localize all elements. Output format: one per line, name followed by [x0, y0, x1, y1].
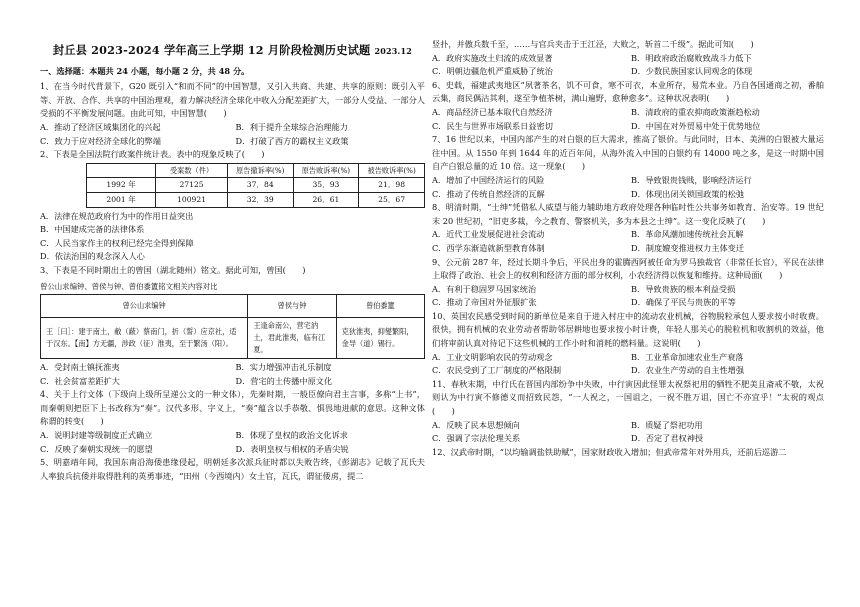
table-cell: 1992 年 — [87, 178, 156, 193]
question-4-option-d[interactable]: D．表明皇权与相权的矛盾尖锐 — [235, 443, 349, 454]
table-cell: 克狄淮夷，抑燮繁阳，金导（道）锡行。 — [336, 318, 424, 359]
question-6-option-d[interactable]: D．中国在对外贸易中处于优势地位 — [631, 120, 761, 131]
question-6-option-c[interactable]: C．民生与世界市场联系日益密切 — [432, 120, 553, 131]
table-row — [87, 178, 425, 193]
question-8-option-c[interactable]: C．西学东渐造就新型教育体制 — [432, 242, 545, 253]
question-11-stem: 11、春秋末期，中行氏在晋国内部纷争中失败，中行寅因此怪罪太祝祭祀用的牺牲不肥美且斋戒不敬，太祝则认为中行寅不修德义而招致民怨，“一人祝之，一国诅之，一祝不胜万诅，国亡不亦宜乎！”太祝的观点( ) — [432, 378, 824, 417]
question-10-option-a[interactable]: A．工业文明影响农民的劳动观念 — [432, 351, 553, 362]
right-column — [432, 38, 824, 607]
question-11-option-a[interactable]: A．反映了民本思想倾向 — [432, 419, 520, 430]
exam-title-text: 封丘县 2023-2024 学年高三上学期 12 月阶段检测历史试题 — [52, 43, 371, 57]
table-row — [41, 318, 425, 359]
question-5-stem: 5、明嘉靖年间，我国东南沿海倭患缘侵起，明朝廷多次派兵征时都以失败告终，《彭湖志》记载了瓦氏夫人率狼兵抗倭并取得胜利的英勇事迹，“田州（今西境内）女土官，瓦氏，谓征倭虏，提二 — [40, 457, 425, 481]
question-7-stem: 7、16 世纪以来，中国内部产生的对白银的巨大需求，推高了银价。与此同时，日本、美洲的白银被大量运往中国。从 1550 年到 1644 年的近百年间，从海外流入中国的白银约有 14000 吨之多，是这一时期中国自产白银总量的近 10 倍。这一现象( ) — [432, 134, 824, 172]
question-8-option-b[interactable]: B．革命风潮加速传统社会瓦解 — [631, 229, 744, 240]
table-header-cell: 原告撤诉率(%) — [227, 163, 293, 178]
question-1-option-a[interactable]: A．推动了经济区域集团化的兴起 — [40, 121, 161, 132]
question-2-stem: 2、下表是全国法院行政案件统计表。表中的现象反映了( ) — [40, 149, 265, 160]
question-8-options — [432, 228, 824, 255]
question-4-option-b[interactable]: B．体现了皇权的政治文化诉求 — [235, 430, 348, 441]
inscription-table — [40, 294, 425, 359]
court-cases-table — [86, 163, 425, 208]
question-4-options — [40, 429, 425, 456]
question-6-option-a[interactable]: A．商品经济已基本取代自然经济 — [432, 106, 553, 117]
question-2-option-b[interactable]: B．中国建成完备的法律体系 — [40, 224, 145, 235]
question-11-option-b[interactable]: B．质疑了祭祀功用 — [631, 419, 703, 430]
exam-title — [40, 44, 425, 59]
table-header-cell: 被告败诉率(%) — [359, 163, 425, 178]
question-5-option-d[interactable]: D．少数民族国家认同观念的体现 — [631, 66, 753, 77]
question-7-option-a[interactable]: A．增加了中国经济运行的风险 — [432, 174, 545, 185]
table-cell: 37．84 — [227, 178, 293, 193]
question-5-option-b[interactable]: B．明政府政治腐败致战斗力低下 — [631, 52, 752, 63]
table-header-cell — [87, 163, 156, 178]
question-11-options — [432, 419, 824, 446]
table-cell: 25．67 — [359, 192, 425, 207]
question-11-option-c[interactable]: C．强调了宗法伦理关系 — [432, 433, 521, 444]
question-8-stem: 8、明清时期，“士绅”凭借私人威望与能力辅助地方政府处理各种临时性公共事务如教育、治安等。19 世纪末 20 世纪初，“旧吏多裁，今之教育、警察机关，多为本县之士绅”。这一变化反映了( ) — [432, 202, 824, 226]
table-cell: 26．61 — [293, 192, 359, 207]
question-1-option-d[interactable]: D．打破了西方的霸权主义政策 — [235, 135, 349, 146]
question-7-option-c[interactable]: C．推动了传统自然经济的瓦解 — [432, 188, 545, 199]
question-2-options — [40, 210, 425, 264]
question-3-options — [40, 361, 425, 388]
question-10-options — [432, 351, 824, 378]
question-10-option-c[interactable]: C．农民受到了工厂制度的严格限制 — [432, 365, 562, 376]
question-1-option-b[interactable]: B．利于提升全球综合治理能力 — [235, 121, 348, 132]
table-header-cell: 受案数（件） — [156, 163, 228, 178]
table-cell: 2001 年 — [87, 192, 156, 207]
question-11-option-d[interactable]: D．否定了君权神授 — [631, 433, 704, 444]
question-6-option-b[interactable]: B．清政府的重农抑商政策渐趋松动 — [631, 106, 760, 117]
question-9-stem: 9、公元前 287 年，经过长期斗争后，平民出身的霍腾西阿被任命为罗马独裁官（非常任长官），平民在法律上取得了政治、社会上的权利和经济方面的部分权利，小农经济得以恢复和维持。这种局面( ) — [432, 256, 824, 281]
table-cell: 27125 — [156, 178, 228, 193]
inscription-table-caption: 曾公山求编钟、曾侯与钟、曾伯黍簠铭文相关内容对比 — [40, 281, 218, 291]
left-column — [40, 30, 425, 607]
question-3-option-a[interactable]: A．受封南土镇抚淮夷 — [40, 362, 120, 373]
table-cell: 21．98 — [359, 178, 425, 193]
question-6-stem: 6、史载，福建武夷地区“夙著茶名，饥不可食，寒不可衣，本业所存，易荒本业。乃自各国通商之初，番舶云集，商民偶沾其利，遂至争植茶树，满山遍野，愈种愈多”。这种状况表明( ) — [432, 79, 824, 104]
table-cell: 32．39 — [227, 192, 293, 207]
question-3-option-d[interactable]: D．营宅的土传播中原文化 — [235, 375, 333, 386]
question-10-option-d[interactable]: D．农业生产劳动的自主性增强 — [631, 365, 745, 376]
question-1-option-c[interactable]: C．致力于应对经济全球化的弊端 — [40, 135, 161, 146]
question-8-option-a[interactable]: A．近代工业发展促进社会流动 — [432, 229, 545, 240]
table-cell: 王逢命南公，营宅汭土，君此淮夷，临有江夏。 — [248, 318, 336, 359]
table-header-cell: 曾侯与钟 — [248, 295, 336, 318]
question-7-option-b[interactable]: B．导致银贵钱贱，影响经济运行 — [631, 174, 752, 185]
question-9-options — [432, 283, 824, 310]
question-5-option-c[interactable]: C．明朝边疆危机严重威胁了统治 — [432, 66, 553, 77]
table-row — [87, 192, 425, 207]
question-3-stem: 3、下表是不同时期出土的曾国（湖北随州）铭文。据此可知，曾国( ) — [40, 264, 306, 275]
question-2-option-d[interactable]: D．依法治国的观念深入人心 — [40, 251, 145, 262]
table-header-cell: 原告败诉率(%) — [293, 163, 359, 178]
question-5-stem-continued: 竖扑，并傲兵数千至，……与官兵夹击于王江泾，大败之，斩首二千级”。据此可知( ) — [432, 39, 754, 49]
question-6-options — [432, 106, 824, 133]
question-2-option-a[interactable]: A．法律在规范政府行为中的作用日益突出 — [40, 210, 194, 221]
question-10-stem: 10、英国农民感受到时间的新单位是来自于进入村庄中的流动农业机械，谷物脱粒承包人要求按小时收费。很快，拥有机械的农业劳动者帮助邻居耕地也要求按小时计费，年轻人那关心的脱粒机和收割机的效益，他们将审前认真对待记下这些机械的工作小时和消耗的燃料量。这说明( ) — [432, 310, 824, 349]
table-cell: 35．93 — [293, 178, 359, 193]
table-header-row — [41, 295, 425, 318]
question-7-options — [432, 174, 824, 201]
table-header-cell: 曾公山求编钟 — [41, 295, 248, 318]
question-1-options — [40, 121, 425, 148]
question-8-option-d[interactable]: D．制度嬗变推进权力主体变迁 — [631, 242, 745, 253]
question-3-option-c[interactable]: C．社会贫富差距扩大 — [40, 375, 120, 386]
question-4-stem: 4、关于上行文体（下级向上级所呈递公文的一种文体），先秦时期，一般臣僚向君主言事，多称“上书”，而秦朝则把臣下上书改称为“奏”。汉代多形、字义上，“奏”蕴含以手恭敬、惧畏地进献的意思。这种文体称谓的转变( ) — [40, 389, 425, 427]
question-9-option-a[interactable]: A．有利于稳固罗马国家统治 — [432, 283, 537, 294]
exam-title-date: 2023.12 — [374, 46, 413, 56]
question-9-option-d[interactable]: D．确保了平民与贵族的平等 — [631, 297, 736, 308]
question-12-stem: 12、汉武帝时期，“以均输调盐铁助赋”，国家财政收入增加；但武帝常年对外用兵，还前后巡游二 — [432, 446, 787, 457]
question-1-stem: 1、在当今时代背景下，G20 既引入“和而不同”的中国智慧，又引入共商、共建、共享的原则：既引入平等、开放、合作、共享的中国治理观，着力解决经济全球化中收入分配差距扩大，一部分人受益、一部分人受损的不平衡发展问题。由此可知，中国智慧( ) — [40, 81, 425, 119]
question-9-option-b[interactable]: B．导致贵族的根本利益受损 — [631, 283, 736, 294]
table-header-cell: 曾伯黍簠 — [336, 295, 424, 318]
question-3-option-b[interactable]: B．实力增强冲击礼乐制度 — [235, 362, 332, 373]
question-4-option-c[interactable]: C．反映了秦朝实现统一的愿望 — [40, 443, 153, 454]
question-7-option-d[interactable]: D．体现出闭关锁国政策的松弛 — [631, 188, 745, 199]
question-9-option-c[interactable]: C．推动了帝国对外征服扩张 — [432, 297, 537, 308]
question-5-option-a[interactable]: A．政府实施改土归流的成效显著 — [432, 52, 553, 63]
section-heading: 一、选择题：本题共 24 小题，每小题 2 分，共 48 分。 — [40, 65, 250, 76]
question-5-options — [432, 52, 824, 79]
table-cell: 100921 — [156, 192, 228, 207]
question-4-option-a[interactable]: A．说明封建等级制度正式确立 — [40, 430, 153, 441]
question-10-option-b[interactable]: B．工业革命加速农业生产衰落 — [631, 351, 744, 362]
table-cell: 王［曰］：建于南土，敝（蔽）蔡南门，折（誓）应京社，适于汉东。【南】方无疆，涉政（征）淮夷，至于繁汤（阳）。 — [41, 318, 248, 359]
question-2-option-c[interactable]: C．人民当家作主的权利已经完全得到保障 — [40, 237, 194, 248]
table-header-row — [87, 163, 425, 178]
